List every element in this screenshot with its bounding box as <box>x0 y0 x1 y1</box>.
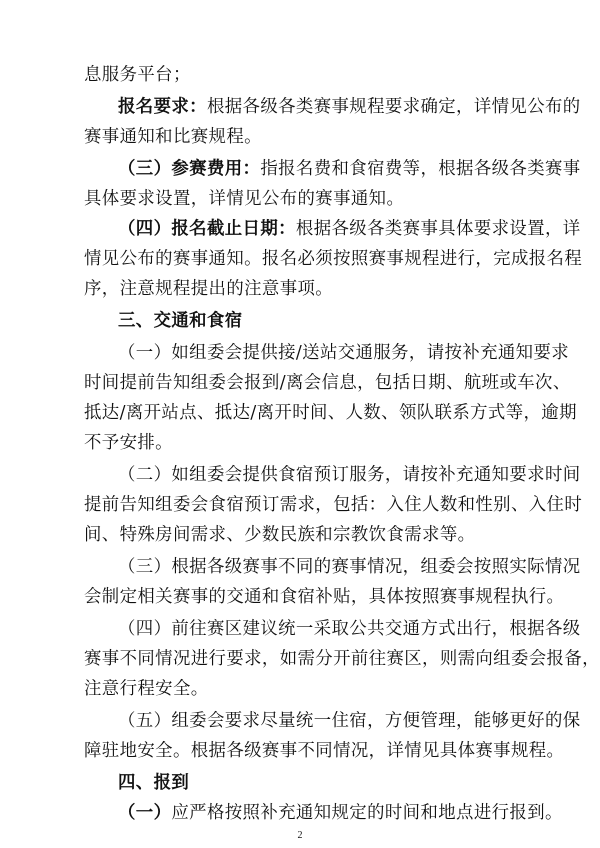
paragraph-line: 提前告知组委会食宿预订需求，包括：入住人数和性别、入住时 <box>84 495 583 515</box>
paragraph-line: 情见公布的赛事通知。报名必须按照赛事规程进行，完成报名程 <box>84 249 583 269</box>
fees-line <box>118 158 581 180</box>
paragraph-line: 障驻地安全。根据各级赛事不同情况，详情见具体赛事规程。 <box>84 741 565 761</box>
paragraph-line: （三）根据各级赛事不同的赛事情况，组委会按照实际情况 <box>118 557 581 577</box>
paragraph-line: （二）如组委会提供食宿预订服务，请按补充通知要求时间 <box>118 465 581 485</box>
fees-label: （三）参赛费用： <box>118 159 261 179</box>
paragraph-line: 不予安排。 <box>84 433 173 453</box>
paragraph-line: 时间提前告知组委会报到/离会信息，包括日期、航班或车次、 <box>84 373 571 393</box>
page-number: 2 <box>297 830 303 841</box>
paragraph-line: （四）前往赛区建议统一采取公共交通方式出行，根据各级 <box>118 619 581 639</box>
paragraph-line: 息服务平台； <box>84 65 191 85</box>
section-heading: 三、交通和食宿 <box>118 311 243 331</box>
checkin-item-label: （一） <box>118 803 172 823</box>
section-heading: 四、报到 <box>118 773 190 793</box>
paragraph-line: 间、特殊房间需求、少数民族和宗教饮食需求等。 <box>84 525 476 545</box>
paragraph-line: 赛事通知和比赛规程。 <box>84 127 262 147</box>
paragraph-line: （五）组委会要求尽量统一住宿，方便管理，能够更好的保 <box>118 711 581 731</box>
paragraph-line: 抵达/离开站点、抵达/离开时间、人数、领队联系方式等，逾期 <box>84 403 577 423</box>
paragraph-line: 赛事不同情况进行要求，如需分开前往赛区，则需向组委会报备， <box>84 649 600 669</box>
checkin-line <box>118 802 563 824</box>
paragraph-line: 会制定相关赛事的交通和食宿补贴，具体按照赛事规程执行。 <box>84 587 565 607</box>
paragraph-text: 应严格按照补充通知规定的时间和地点进行报到。 <box>171 803 563 823</box>
signup-requirement-label: 报名要求： <box>118 97 207 117</box>
paragraph-text: 根据各级各类赛事具体要求设置，详 <box>295 219 581 239</box>
paragraph-line: （一）如组委会提供接/送站交通服务，请按补充通知要求 <box>118 343 570 363</box>
paragraph-text: 根据各级各类赛事规程要求确定，详情见公布的 <box>206 97 581 117</box>
paragraph-line: 序，注意规程提出的注意事项。 <box>84 279 334 299</box>
deadline-label: （四）报名截止日期： <box>118 219 296 239</box>
paragraph-line: 注意行程安全。 <box>84 679 209 699</box>
signup-requirement-line <box>118 96 581 118</box>
deadline-line <box>118 218 581 240</box>
paragraph-line: 具体要求设置，详情见公布的赛事通知。 <box>84 189 405 209</box>
paragraph-text: 指报名费和食宿费等，根据各级各类赛事 <box>260 159 581 179</box>
